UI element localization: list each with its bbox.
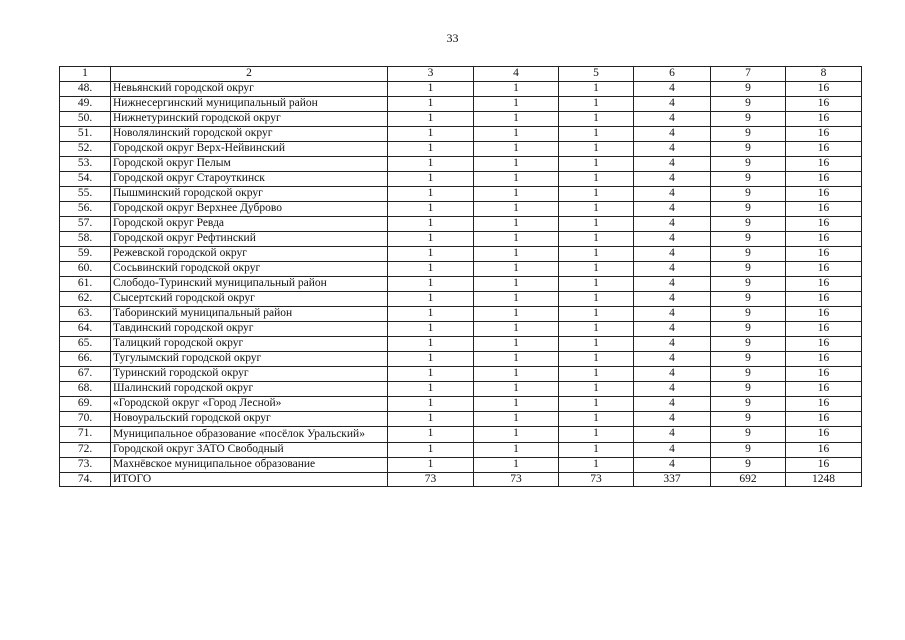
table-row (60, 82, 862, 97)
value-cell: 1 (388, 217, 474, 232)
row-number-cell: 53. (60, 157, 111, 172)
value-cell: 16 (786, 277, 862, 292)
value-cell: 1 (559, 458, 634, 473)
row-number-cell: 49. (60, 97, 111, 112)
value-cell: 1 (474, 382, 559, 397)
value-cell: 1 (388, 292, 474, 307)
header-cell: 6 (634, 67, 711, 82)
row-number-cell: 54. (60, 172, 111, 187)
row-number-cell: 68. (60, 382, 111, 397)
value-cell: 1 (388, 412, 474, 427)
value-cell: 9 (711, 412, 786, 427)
value-cell: 1 (474, 232, 559, 247)
row-number-cell: 55. (60, 187, 111, 202)
value-cell: 16 (786, 112, 862, 127)
value-cell: 9 (711, 367, 786, 382)
value-cell: 1 (388, 427, 474, 443)
value-cell: 1 (474, 322, 559, 337)
value-cell: 4 (634, 217, 711, 232)
row-number-cell: 59. (60, 247, 111, 262)
value-cell: 9 (711, 247, 786, 262)
value-cell: 9 (711, 307, 786, 322)
row-number-cell: 58. (60, 232, 111, 247)
value-cell: 1 (474, 307, 559, 322)
row-number-cell: 69. (60, 397, 111, 412)
value-cell: 4 (634, 112, 711, 127)
value-cell: 73 (559, 473, 634, 487)
value-cell: 4 (634, 382, 711, 397)
table-body (60, 67, 862, 487)
value-cell: 1 (559, 202, 634, 217)
header-cell: 8 (786, 67, 862, 82)
value-cell: 1 (388, 232, 474, 247)
value-cell: 4 (634, 232, 711, 247)
value-cell: 1 (474, 458, 559, 473)
value-cell: 4 (634, 157, 711, 172)
municipality-name-cell: Городской округ Староуткинск (111, 172, 388, 187)
value-cell: 16 (786, 397, 862, 412)
value-cell: 1 (559, 262, 634, 277)
row-number-cell: 61. (60, 277, 111, 292)
municipality-name-cell: Городской округ Рефтинский (111, 232, 388, 247)
value-cell: 1 (474, 172, 559, 187)
row-number-cell: 65. (60, 337, 111, 352)
municipality-name-cell: Туринский городской округ (111, 367, 388, 382)
value-cell: 4 (634, 427, 711, 443)
municipality-name-cell: Городской округ ЗАТО Свободный (111, 443, 388, 458)
value-cell: 1 (388, 157, 474, 172)
table-row (60, 187, 862, 202)
value-cell: 16 (786, 82, 862, 97)
value-cell: 1 (474, 262, 559, 277)
header-cell: 4 (474, 67, 559, 82)
table-row (60, 458, 862, 473)
value-cell: 16 (786, 187, 862, 202)
value-cell: 16 (786, 202, 862, 217)
value-cell: 1 (388, 337, 474, 352)
municipality-name-cell: Таборинский муниципальный район (111, 307, 388, 322)
table-row (60, 142, 862, 157)
table-row (60, 202, 862, 217)
value-cell: 1 (388, 262, 474, 277)
table-row (60, 427, 862, 443)
value-cell: 16 (786, 458, 862, 473)
value-cell: 1 (474, 412, 559, 427)
value-cell: 1 (388, 247, 474, 262)
value-cell: 16 (786, 97, 862, 112)
value-cell: 1 (474, 127, 559, 142)
value-cell: 1 (559, 127, 634, 142)
value-cell: 1 (388, 277, 474, 292)
value-cell: 4 (634, 262, 711, 277)
value-cell: 1 (559, 112, 634, 127)
row-number-cell: 66. (60, 352, 111, 367)
value-cell: 4 (634, 187, 711, 202)
table-row (60, 232, 862, 247)
value-cell: 4 (634, 397, 711, 412)
value-cell: 4 (634, 322, 711, 337)
value-cell: 16 (786, 352, 862, 367)
municipality-name-cell: Сысертский городской округ (111, 292, 388, 307)
table-row (60, 337, 862, 352)
table-row (60, 157, 862, 172)
value-cell: 1 (388, 382, 474, 397)
value-cell: 4 (634, 97, 711, 112)
municipality-name-cell: Талицкий городской округ (111, 337, 388, 352)
row-number-cell: 50. (60, 112, 111, 127)
value-cell: 1 (559, 397, 634, 412)
value-cell: 1 (559, 277, 634, 292)
header-cell: 7 (711, 67, 786, 82)
value-cell: 1 (388, 112, 474, 127)
value-cell: 1 (388, 352, 474, 367)
value-cell: 1 (388, 322, 474, 337)
table-row (60, 352, 862, 367)
value-cell: 1 (388, 443, 474, 458)
value-cell: 1 (474, 82, 559, 97)
value-cell: 1 (474, 187, 559, 202)
value-cell: 9 (711, 142, 786, 157)
table-row (60, 217, 862, 232)
municipality-name-cell: Тугулымский городской округ (111, 352, 388, 367)
value-cell: 4 (634, 337, 711, 352)
value-cell: 1 (559, 367, 634, 382)
value-cell: 1 (474, 217, 559, 232)
data-table (59, 66, 862, 487)
table-row (60, 307, 862, 322)
value-cell: 1 (388, 82, 474, 97)
municipality-name-cell: Новоуральский городской округ (111, 412, 388, 427)
value-cell: 9 (711, 322, 786, 337)
value-cell: 16 (786, 127, 862, 142)
value-cell: 1 (559, 427, 634, 443)
value-cell: 4 (634, 307, 711, 322)
value-cell: 16 (786, 217, 862, 232)
value-cell: 1 (559, 157, 634, 172)
municipality-name-cell: Нижнетуринский городской округ (111, 112, 388, 127)
table-row (60, 382, 862, 397)
row-number-cell: 57. (60, 217, 111, 232)
value-cell: 1 (474, 397, 559, 412)
header-cell: 3 (388, 67, 474, 82)
table-row (60, 262, 862, 277)
value-cell: 1 (559, 217, 634, 232)
value-cell: 1 (559, 307, 634, 322)
value-cell: 9 (711, 157, 786, 172)
value-cell: 1 (388, 202, 474, 217)
municipality-name-cell: Невьянский городской округ (111, 82, 388, 97)
municipality-name-cell: Нижнесергинский муниципальный район (111, 97, 388, 112)
row-number-cell: 62. (60, 292, 111, 307)
row-number-cell: 73. (60, 458, 111, 473)
value-cell: 1 (559, 337, 634, 352)
value-cell: 9 (711, 112, 786, 127)
row-number-cell: 67. (60, 367, 111, 382)
header-cell: 5 (559, 67, 634, 82)
value-cell: 1 (559, 322, 634, 337)
value-cell: 16 (786, 367, 862, 382)
value-cell: 1 (388, 187, 474, 202)
value-cell: 1 (474, 97, 559, 112)
value-cell: 1 (474, 337, 559, 352)
value-cell: 1 (559, 232, 634, 247)
table-row (60, 127, 862, 142)
value-cell: 4 (634, 127, 711, 142)
table-row (60, 97, 862, 112)
value-cell: 1 (474, 202, 559, 217)
value-cell: 4 (634, 277, 711, 292)
municipality-name-cell: Тавдинский городской округ (111, 322, 388, 337)
value-cell: 9 (711, 202, 786, 217)
value-cell: 1 (474, 277, 559, 292)
table-header-row (60, 67, 862, 82)
value-cell: 9 (711, 337, 786, 352)
value-cell: 9 (711, 352, 786, 367)
row-number-cell: 60. (60, 262, 111, 277)
value-cell: 1 (474, 352, 559, 367)
table-row (60, 443, 862, 458)
table-row (60, 292, 862, 307)
value-cell: 1 (559, 247, 634, 262)
value-cell: 1 (388, 307, 474, 322)
table-row (60, 367, 862, 382)
value-cell: 692 (711, 473, 786, 487)
value-cell: 1 (474, 157, 559, 172)
municipality-name-cell: Новолялинский городской округ (111, 127, 388, 142)
value-cell: 16 (786, 262, 862, 277)
value-cell: 1 (388, 397, 474, 412)
value-cell: 1 (474, 247, 559, 262)
municipality-name-cell: Слободо-Туринский муниципальный район (111, 277, 388, 292)
value-cell: 9 (711, 443, 786, 458)
row-number-cell: 70. (60, 412, 111, 427)
value-cell: 9 (711, 187, 786, 202)
municipality-name-cell: ИТОГО (111, 473, 388, 487)
value-cell: 1 (388, 127, 474, 142)
value-cell: 16 (786, 443, 862, 458)
value-cell: 1 (559, 443, 634, 458)
value-cell: 4 (634, 247, 711, 262)
value-cell: 1 (559, 412, 634, 427)
row-number-cell: 63. (60, 307, 111, 322)
value-cell: 1 (388, 142, 474, 157)
table-row (60, 172, 862, 187)
value-cell: 73 (474, 473, 559, 487)
value-cell: 4 (634, 292, 711, 307)
row-number-cell: 48. (60, 82, 111, 97)
value-cell: 9 (711, 458, 786, 473)
value-cell: 1 (474, 443, 559, 458)
value-cell: 4 (634, 412, 711, 427)
value-cell: 4 (634, 458, 711, 473)
value-cell: 4 (634, 172, 711, 187)
value-cell: 1 (474, 427, 559, 443)
table-row (60, 322, 862, 337)
value-cell: 9 (711, 232, 786, 247)
row-number-cell: 74. (60, 473, 111, 487)
value-cell: 16 (786, 322, 862, 337)
value-cell: 9 (711, 382, 786, 397)
value-cell: 9 (711, 127, 786, 142)
row-number-cell: 71. (60, 427, 111, 443)
value-cell: 4 (634, 367, 711, 382)
row-number-cell: 52. (60, 142, 111, 157)
value-cell: 9 (711, 292, 786, 307)
value-cell: 1 (388, 172, 474, 187)
row-number-cell: 56. (60, 202, 111, 217)
value-cell: 1 (559, 97, 634, 112)
row-number-cell: 72. (60, 443, 111, 458)
table-row (60, 112, 862, 127)
value-cell: 1 (474, 367, 559, 382)
value-cell: 1 (559, 82, 634, 97)
municipality-name-cell: Пышминский городской округ (111, 187, 388, 202)
value-cell: 1 (559, 352, 634, 367)
municipality-name-cell: Городской округ Ревда (111, 217, 388, 232)
value-cell: 4 (634, 142, 711, 157)
value-cell: 1248 (786, 473, 862, 487)
value-cell: 1 (559, 382, 634, 397)
value-cell: 1 (559, 142, 634, 157)
value-cell: 16 (786, 382, 862, 397)
municipality-name-cell: Шалинский городской округ (111, 382, 388, 397)
value-cell: 1 (559, 292, 634, 307)
value-cell: 16 (786, 292, 862, 307)
municipality-name-cell: Махнёвское муниципальное образование (111, 458, 388, 473)
value-cell: 4 (634, 443, 711, 458)
row-number-cell: 64. (60, 322, 111, 337)
value-cell: 73 (388, 473, 474, 487)
value-cell: 16 (786, 412, 862, 427)
value-cell: 9 (711, 82, 786, 97)
value-cell: 9 (711, 427, 786, 443)
value-cell: 1 (388, 367, 474, 382)
table-row (60, 412, 862, 427)
value-cell: 1 (559, 172, 634, 187)
value-cell: 9 (711, 217, 786, 232)
row-number-cell: 51. (60, 127, 111, 142)
table-row (60, 247, 862, 262)
table-row (60, 277, 862, 292)
municipality-name-cell: Городской округ Верх-Нейвинский (111, 142, 388, 157)
value-cell: 1 (388, 97, 474, 112)
value-cell: 1 (474, 112, 559, 127)
municipality-name-cell: «Городской округ «Город Лесной» (111, 397, 388, 412)
municipality-name-cell: Режевской городской округ (111, 247, 388, 262)
municipality-name-cell: Городской округ Пелым (111, 157, 388, 172)
value-cell: 16 (786, 247, 862, 262)
header-cell: 2 (111, 67, 388, 82)
value-cell: 1 (474, 142, 559, 157)
value-cell: 4 (634, 352, 711, 367)
value-cell: 1 (559, 187, 634, 202)
value-cell: 1 (388, 458, 474, 473)
total-row (60, 473, 862, 487)
value-cell: 337 (634, 473, 711, 487)
value-cell: 9 (711, 97, 786, 112)
value-cell: 1 (474, 292, 559, 307)
value-cell: 4 (634, 82, 711, 97)
value-cell: 16 (786, 142, 862, 157)
header-cell: 1 (60, 67, 111, 82)
value-cell: 16 (786, 172, 862, 187)
table-row (60, 397, 862, 412)
value-cell: 4 (634, 202, 711, 217)
municipality-name-cell: Городской округ Верхнее Дуброво (111, 202, 388, 217)
value-cell: 9 (711, 172, 786, 187)
value-cell: 9 (711, 262, 786, 277)
value-cell: 16 (786, 337, 862, 352)
value-cell: 16 (786, 157, 862, 172)
value-cell: 16 (786, 307, 862, 322)
municipality-name-cell: Сосьвинский городской округ (111, 262, 388, 277)
municipality-name-cell: Муниципальное образование «посёлок Уральский» (111, 427, 388, 443)
value-cell: 16 (786, 232, 862, 247)
value-cell: 16 (786, 427, 862, 443)
page-number: 33 (446, 31, 459, 45)
value-cell: 9 (711, 277, 786, 292)
value-cell: 9 (711, 397, 786, 412)
